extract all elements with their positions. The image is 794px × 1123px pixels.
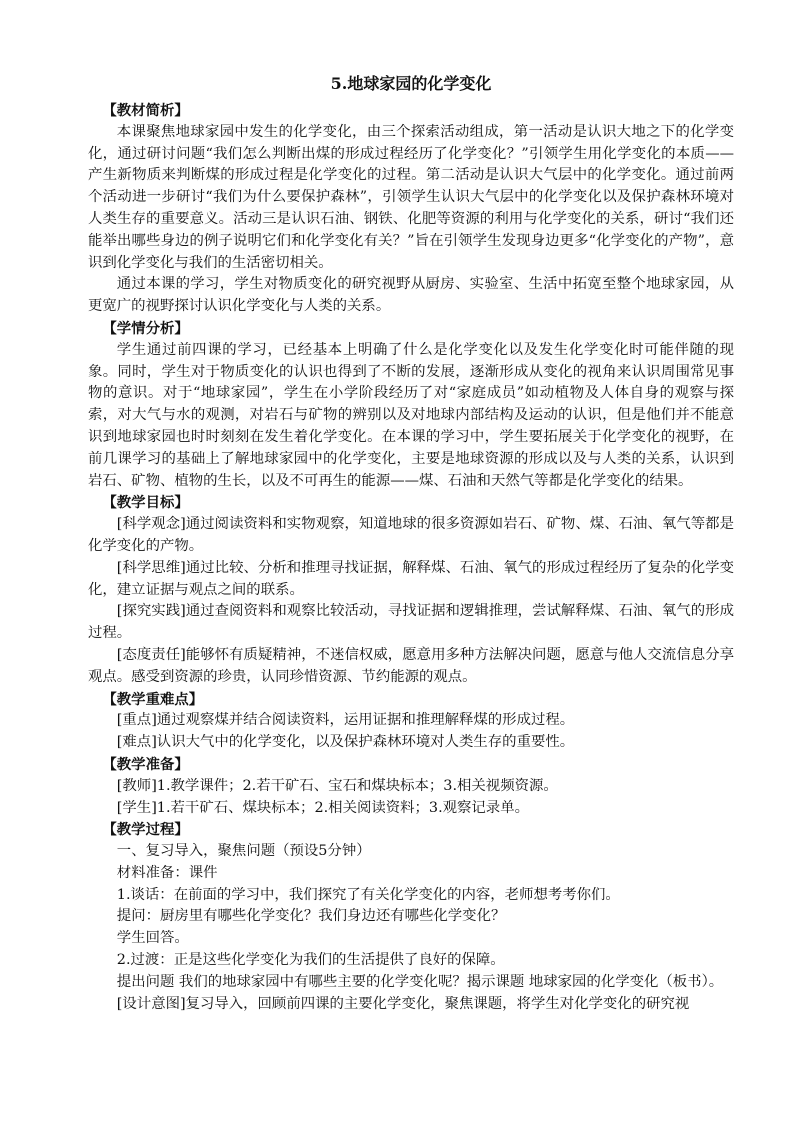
body-paragraph: 提问：厨房里有哪些化学变化？我们身边还有哪些化学变化？ — [116, 908, 506, 925]
body-paragraph: 2.过渡：正是这些化学变化为我们的生活提供了良好的保障。 — [116, 952, 505, 969]
body-paragraph: 通过本课的学习，学生对物质变化的研究视野从厨房、实验室、生活中拓宽至整个地球家园，从更宽广的视野探讨认识化学变化与人类的关系。 — [88, 276, 734, 315]
body-paragraph: [科学思维]通过比较、分析和推理寻找证据，解释煤、石油、氧气的形成过程经历了复杂的化学变化，建立证据与观点之间的联系。 — [88, 559, 734, 598]
section-heading: 【学情分析】 — [102, 319, 189, 337]
body-paragraph: [教师]1.教学课件；2.若干矿石、宝石和煤块标本；3.相关视频资源。 — [116, 777, 558, 794]
body-paragraph: 学生回答。 — [116, 930, 189, 947]
body-paragraph: [设计意图]复习导入，回顾前四课的主要化学变化，聚焦课题，将学生对化学变化的研究视 — [116, 995, 690, 1012]
document-body — [88, 100, 734, 1015]
section-heading: 【教学准备】 — [102, 755, 189, 773]
section-heading: 【教学重难点】 — [102, 690, 204, 708]
body-paragraph: [探究实践]通过查阅资料和观察比较活动，寻找证据和逻辑推理，尝试解释煤、石油、氧气的形成过程。 — [88, 603, 734, 642]
body-paragraph: [学生]1.若干矿石、煤块标本；2.相关阅读资料；3.观察记录单。 — [116, 799, 529, 816]
body-paragraph: 学生通过前四课的学习，已经基本上明确了什么是化学变化以及发生化学变化时可能伴随的现象。同时，学生对于物质变化的认识也得到了不断的发展，逐渐形成从变化的视角来认识周围常见事物的意识。对于“地球家园”，学生在小学阶段经历了对“家庭成员”如动植物及人体自身的观察与探索，对大气与水的观测，对岩石与矿物的辨别以及对地球内部结构及运动的认识，但是他们并不能意识到地球家园也时时刻刻在发生着化学变化。在本课的学习中，学生要拓展关于化学变化的视野，在前几课学习的基础上了解地球家园中的化学变化，主要是地球资源的形成以及与人类的关系，认识到岩石、矿物、植物的生长，以及不可再生的能源——煤、石油和天然气等都是化学变化的结果。 — [88, 341, 734, 489]
body-paragraph: [难点]认识大气中的化学变化，以及保护森林环境对人类生存的重要性。 — [116, 734, 575, 751]
section-heading: 【教材简析】 — [102, 102, 189, 119]
body-paragraph: [科学观念]通过阅读资料和实物观察，知道地球的很多资源如岩石、矿物、煤、石油、氧气等都是化学变化的产物。 — [88, 516, 734, 554]
body-paragraph: [态度责任]能够怀有质疑精神，不迷信权威，愿意用多种方法解决问题，愿意与他人交流信息分享观点。感受到资源的珍贵，认同珍惜资源、节约能源的观点。 — [88, 646, 734, 685]
body-paragraph: 1.谈话：在前面的学习中，我们探究了有关化学变化的内容，老师想考考你们。 — [116, 886, 620, 903]
body-paragraph: 本课聚焦地球家园中发生的化学变化，由三个探索活动组成，第一活动是认识大地之下的化学变化，通过研讨问题“我们怎么判断出煤的形成过程经历了化学变化？”引领学生用化学变化的本质——产生新物质来判断煤的形成过程是化学变化的过程。第二活动是认识大气层中的化学变化。通过前两个活动进一步研讨“我们为什么要保护森林”，引领学生认识大气层中的化学变化以及保护森林环境对人类生存的重要意义。活动三是认识石油、钢铁、化肥等资源的利用与化学变化的关系，研讨“我们还能举出哪些身边的例子说明它们和化学变化有关？”旨在引领学生发现身边更多“化学变化的产物”，意识到化学变化与我们的生活密切相关。 — [88, 123, 734, 271]
body-paragraph: 材料准备：课件 — [116, 864, 218, 881]
body-paragraph: [重点]通过观察煤并结合阅读资料，运用证据和推理解释煤的形成过程。 — [116, 712, 575, 729]
body-paragraph: 提出问题 我们的地球家园中有哪些主要的化学变化呢？揭示课题 地球家园的化学变化（板书）。 — [116, 973, 724, 990]
body-paragraph: 一、复习导入，聚焦问题（预设5分钟） — [116, 843, 371, 860]
document-title: 5.地球家园的化学变化 — [330, 74, 492, 93]
section-heading: 【教学过程】 — [102, 821, 189, 839]
section-heading: 【教学目标】 — [102, 494, 189, 512]
